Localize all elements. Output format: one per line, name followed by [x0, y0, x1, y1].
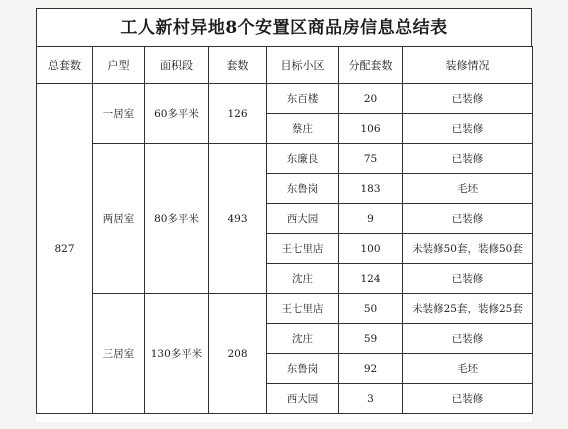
area-range-cell: 80多平米	[145, 144, 209, 294]
header-cell: 装修情况	[403, 47, 533, 84]
decoration-cell: 毛坯	[403, 174, 533, 204]
allocated-cell: 124	[339, 264, 403, 294]
allocated-cell: 3	[339, 384, 403, 414]
unit-count-cell: 126	[209, 84, 267, 144]
decoration-cell: 已装修	[403, 204, 533, 234]
community-cell: 东廉良	[267, 144, 339, 174]
unit-type-cell: 两居室	[93, 144, 145, 294]
community-cell: 蔡庄	[267, 114, 339, 144]
table-row	[37, 294, 533, 324]
community-cell: 东鲁岗	[267, 174, 339, 204]
area-range-cell: 60多平米	[145, 84, 209, 144]
community-cell: 沈庄	[267, 264, 339, 294]
decoration-cell: 已装修	[403, 264, 533, 294]
area-range-cell: 130多平米	[145, 294, 209, 414]
header-cell: 户型	[93, 47, 145, 84]
allocated-cell: 92	[339, 354, 403, 384]
header-row	[37, 47, 533, 84]
document-sheet	[36, 8, 532, 422]
allocated-cell: 106	[339, 114, 403, 144]
allocated-cell: 75	[339, 144, 403, 174]
community-cell: 王七里店	[267, 234, 339, 264]
community-cell: 王七里店	[267, 294, 339, 324]
allocated-cell: 20	[339, 84, 403, 114]
decoration-cell: 已装修	[403, 324, 533, 354]
decoration-cell: 未装修25套，装修25套	[403, 294, 533, 324]
allocated-cell: 183	[339, 174, 403, 204]
community-cell: 沈庄	[267, 324, 339, 354]
unit-count-cell: 208	[209, 294, 267, 414]
decoration-cell: 已装修	[403, 384, 533, 414]
header-cell: 总套数	[37, 47, 93, 84]
allocated-cell: 100	[339, 234, 403, 264]
header-cell: 套数	[209, 47, 267, 84]
unit-type-cell: 三居室	[93, 294, 145, 414]
decoration-cell: 毛坯	[403, 354, 533, 384]
allocated-cell: 59	[339, 324, 403, 354]
total-count-cell: 827	[37, 84, 93, 414]
community-cell: 东鲁岗	[267, 354, 339, 384]
unit-type-cell: 一居室	[93, 84, 145, 144]
unit-count-cell: 493	[209, 144, 267, 294]
housing-summary-table	[36, 46, 533, 414]
community-cell: 西大园	[267, 384, 339, 414]
header-cell: 目标小区	[267, 47, 339, 84]
decoration-cell: 已装修	[403, 114, 533, 144]
table-title: 工人新村异地8个安置区商品房信息总结表	[36, 8, 532, 46]
header-cell: 分配套数	[339, 47, 403, 84]
community-cell: 东百楼	[267, 84, 339, 114]
allocated-cell: 50	[339, 294, 403, 324]
table-row	[37, 84, 533, 114]
decoration-cell: 已装修	[403, 84, 533, 114]
allocated-cell: 9	[339, 204, 403, 234]
community-cell: 西大园	[267, 204, 339, 234]
header-cell: 面积段	[145, 47, 209, 84]
table-row	[37, 144, 533, 174]
decoration-cell: 未装修50套，装修50套	[403, 234, 533, 264]
decoration-cell: 已装修	[403, 144, 533, 174]
